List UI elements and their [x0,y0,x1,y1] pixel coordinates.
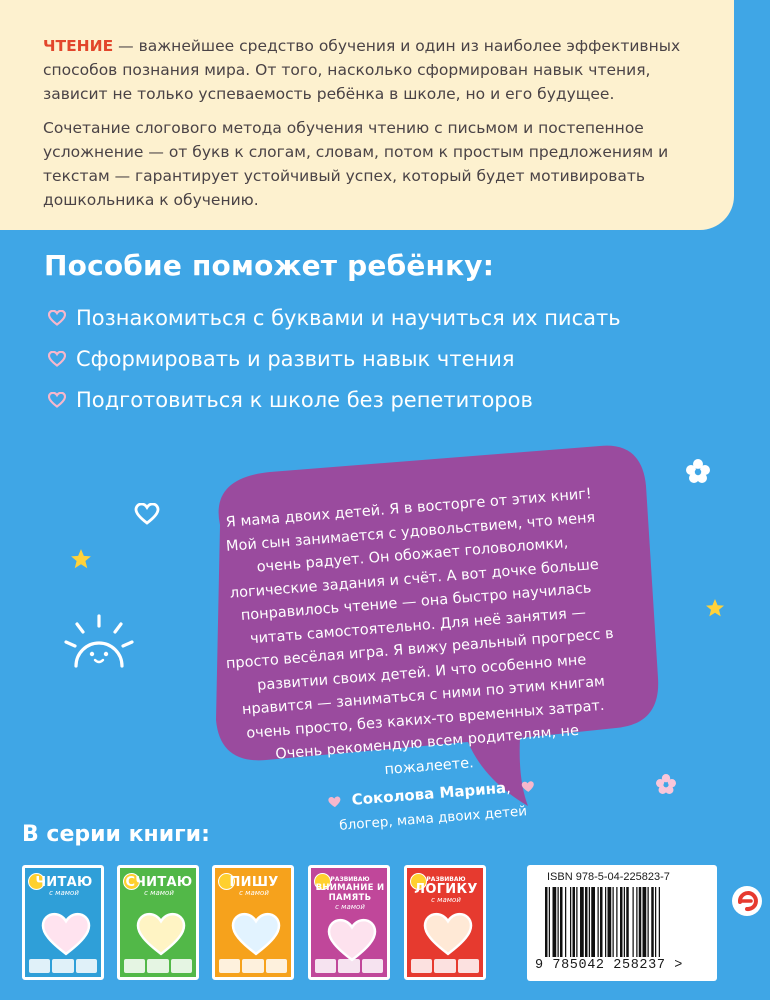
heart-icon [48,392,66,408]
series-title: В серии книги: [22,822,210,847]
intro-paragraph-2: Сочетание слогового метода обучения чтению с письмом и постепенное усложнение — от букв к слогам, словам, потом к простым предложениям и текстам — гарантирует устойчивый успех, который будет мотивировать дошкольника к обучению. [43,119,669,209]
barcode-bar [626,887,629,957]
benefit-text: Познакомиться с буквами и научиться их писать [76,305,621,330]
author-comma: , [505,780,512,797]
isbn-label: ISBN 978-5-04-225823-7 [547,871,670,883]
barcode-bar [639,887,642,957]
heart-frame-icon [421,912,475,958]
book-title-sub: с мамой [431,896,461,904]
intro-keyword: ЧТЕНИЕ [43,37,114,55]
book-title-small: РАЗВИВАЮ [330,876,370,883]
series-book[interactable] [22,865,104,980]
flower-icon [686,459,710,483]
barcode [545,887,701,957]
book-title-sub: с мамой [49,889,79,897]
barcode-bar [636,887,637,957]
barcode-bar [589,887,590,957]
book-title-sub: с мамой [239,889,269,897]
book-title [29,876,99,898]
heart-icon [48,310,66,326]
benefit-text: Подготовиться к школе без репетиторов [76,387,533,412]
series-book[interactable] [117,865,199,980]
barcode-bar [573,887,576,957]
star-icon [70,548,92,570]
book-title-sub: с мамой [335,903,365,911]
heart-frame-icon [325,918,379,964]
author-name: Соколова Марина [351,778,507,809]
barcode-bar [585,887,588,957]
barcode-box [527,865,717,981]
heart-icon [48,351,66,367]
benefit-item [48,297,748,338]
barcode-bar [624,887,625,957]
book-title [219,876,289,898]
benefits-title: Пособие поможет ребёнку: [44,249,495,282]
star-icon [705,598,725,618]
book-title-main: СЧИТАЮ [125,875,193,890]
book-title-sub: с мамой [144,889,174,897]
barcode-bar [651,887,654,957]
testimonial [213,482,628,846]
barcode-bar [549,887,550,957]
barcode-bar [613,887,614,957]
heart-frame-icon [229,912,283,958]
barcode-bar [605,887,606,957]
barcode-bar [633,887,634,957]
barcode-bar [580,887,584,957]
series-book[interactable] [212,865,294,980]
barcode-digits: 9 785042 258237 > [535,958,683,973]
barcode-bar [648,887,649,957]
barcode-bar [600,887,603,957]
testimonial-text: Я мама двоих детей. Я в восторге от этих книг! Мой сын занимается с удовольствием, что меня очень радует. Он обожает головоломки, логические задания и счёт. А вот дочке больше понравилось чтение — она быстро научилась читать самостоятельно. Для неё занятия — просто весёлая игра. Я вижу реальный прогресс в развитии своих детей. И что особенно мне нравится — заниматься с ними по этим книгам очень просто, без каких-то временных затрат. Очень рекомендую всем родителям, не пожалеете. [225,486,615,778]
barcode-bar [570,887,571,957]
benefit-item [48,338,748,379]
barcode-bar [553,887,557,957]
barcode-bar [598,887,599,957]
barcode-bar [565,887,566,957]
benefit-item [48,379,748,420]
barcode-bar [620,887,623,957]
book-title-main: ПИШУ [229,875,279,890]
barcode-bar [608,887,612,957]
benefits-list [48,297,748,420]
barcode-bar [591,887,595,957]
book-title-main: ВНИМАНИЕ И ПАМЯТЬ [315,883,385,903]
barcode-bar [576,887,577,957]
heart-icon [327,796,342,809]
barcode-bar [643,887,647,957]
intro-paragraph-1 [43,34,703,106]
heart-frame-icon [134,912,188,958]
series-book[interactable] [308,865,390,980]
author-role: блогер, мама двоих детей [338,802,528,834]
book-footer [315,959,383,973]
heart-icon [134,503,160,525]
heart-frame-icon [39,912,93,958]
heart-icon [520,781,535,794]
book-title-main: ЧИТАЮ [35,875,93,890]
barcode-bar [560,887,563,957]
sun-icon [64,612,134,670]
barcode-bar [616,887,617,957]
intro-paragraph-1-text: — важнейшее средство обучения и один из наиболее эффективных способов познания мира. От того, насколько сформирован навык чтения, зависит не только успеваемость ребёнка в школе, но и его будущее. [43,37,681,103]
barcode-bar [659,887,660,957]
book-title [315,876,385,912]
intro-panel [0,0,734,230]
book-title [411,876,481,905]
book-title-main: ЛОГИКУ [414,882,478,897]
series-book[interactable] [404,865,486,980]
barcode-bar [655,887,656,957]
book-title-small: РАЗВИВАЮ [426,876,466,883]
book-footer [29,959,97,973]
eksmo-logo [731,885,763,917]
book-footer [411,959,479,973]
book-footer [219,959,287,973]
benefit-text: Сформировать и развить навык чтения [76,346,515,371]
barcode-bar [558,887,559,957]
book-title [124,876,194,898]
barcode-bar [545,887,548,957]
book-footer [124,959,192,973]
